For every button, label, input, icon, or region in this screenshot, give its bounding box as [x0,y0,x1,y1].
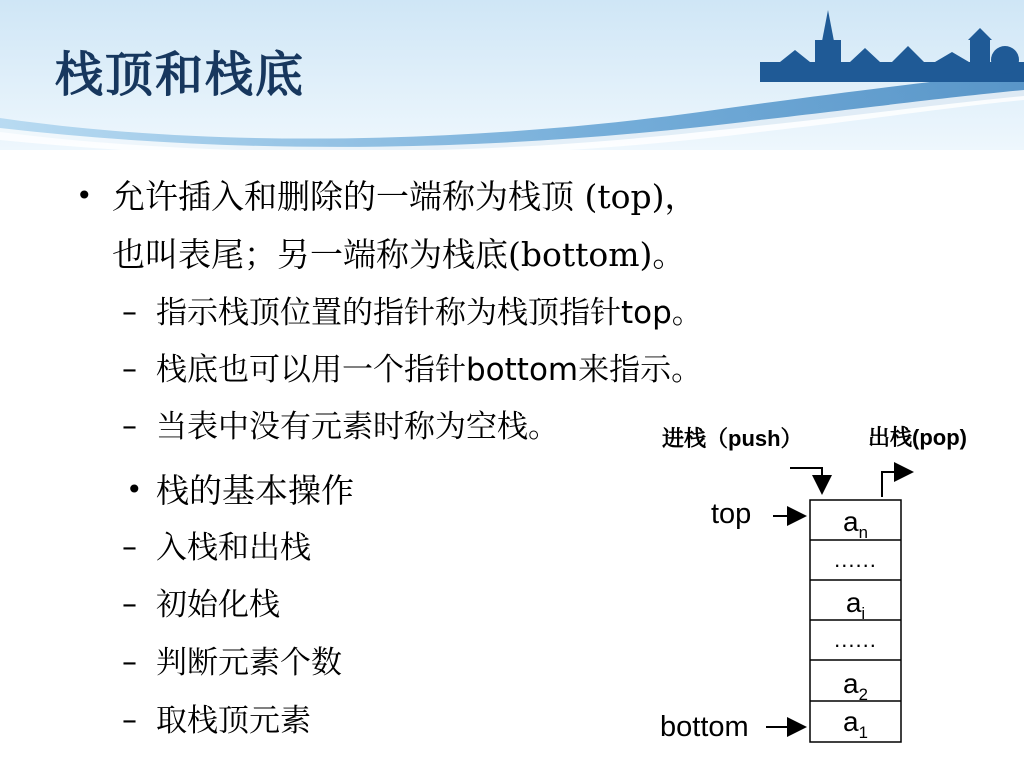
dash-marker: – [122,409,137,444]
pop-arrow [882,472,912,497]
sub-point-1: 指示栈顶位置的指针称为栈顶指针top。 [156,295,703,331]
stack-cell-a2: $a_2$ [843,668,868,704]
slide-title: 栈顶和栈底 [55,47,306,103]
paragraph-line-1: 允许插入和删除的一端称为栈顶 (top)， [112,177,698,216]
operation-item: 取栈顶元素 [156,703,311,739]
operation-item: 判断元素个数 [156,645,342,681]
bullet-dot: • [76,179,93,212]
paragraph-line-2: 也叫表尾；另一端称为栈底(bottom)。 [112,235,686,274]
dash-marker: – [122,703,137,738]
stack-cell-ellipsis: ...... [834,547,877,572]
stack-cell-an: $a_n$ [843,506,868,542]
dash-marker: – [122,530,137,565]
dash-marker: – [122,295,137,330]
operations-heading: 栈的基本操作 [156,471,354,510]
bottom-pointer-label: bottom [660,711,749,743]
stack-cell-ai: $a_i$ [845,587,866,623]
sub-point-2: 栈底也可以用一个指针bottom来指示。 [156,352,703,388]
stack-cell-a1: $a_1$ [843,706,868,742]
push-arrow [790,468,822,493]
bullet-dot: • [126,473,143,506]
push-label: 进栈（push） [662,426,803,451]
top-pointer-label: top [711,498,752,530]
dash-marker: – [122,645,137,680]
operation-item: 入栈和出栈 [156,530,311,566]
pop-label: 出栈(pop) [868,425,967,450]
dash-marker: – [122,587,137,622]
stack-cell-ellipsis: ...... [834,627,877,652]
dash-marker: – [122,352,137,387]
operation-item: 初始化栈 [156,587,280,623]
sub-point-3: 当表中没有元素时称为空栈。 [156,409,559,445]
